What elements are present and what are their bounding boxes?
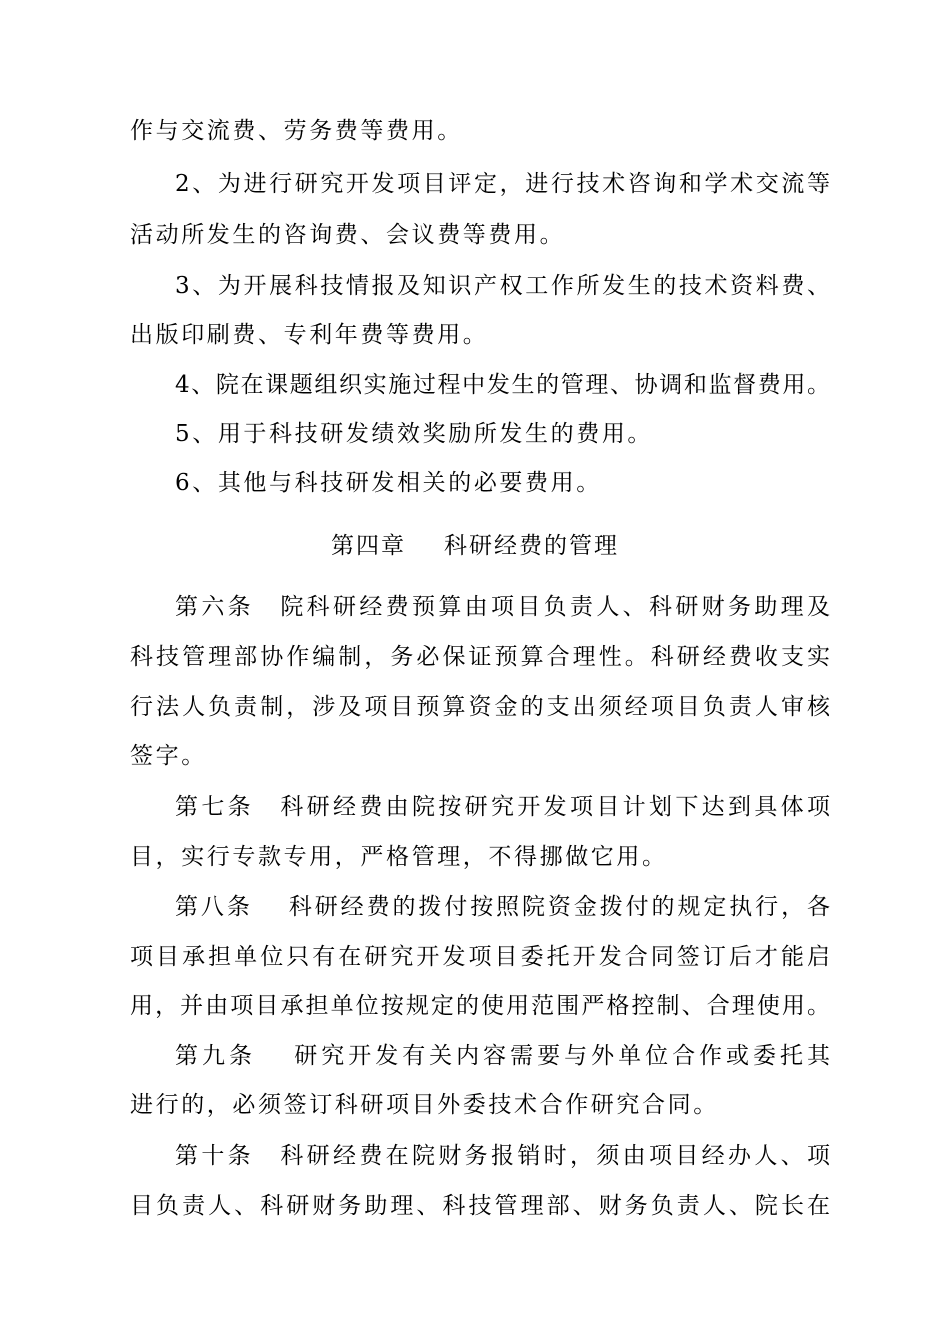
text-line: 出版印刷费、专利年费等费用。 <box>130 322 489 348</box>
text-line: 活动所发生的咨询费、会议费等费用。 <box>130 222 566 248</box>
text-line: 第七条 科研经费由院按研究开发项目计划下达到具体项 <box>175 794 830 820</box>
text-line: 项目承担单位只有在研究开发项目委托开发合同签订后才能启 <box>130 944 830 970</box>
text-line: 用，并由项目承担单位按规定的使用范围严格控制、合理使用。 <box>130 993 830 1019</box>
text-line: 作与交流费、劳务费等费用。 <box>130 118 463 144</box>
text-line: 进行的，必须签订科研项目外委技术合作研究合同。 <box>130 1092 719 1118</box>
chapter-heading <box>0 531 950 561</box>
chapter-number: 第四章 <box>331 533 406 559</box>
text-line: 第十条 科研经费在院财务报销时，须由项目经办人、项 <box>175 1143 830 1169</box>
text-line: 科技管理部协作编制，务必保证预算合理性。科研经费收支实 <box>130 644 830 670</box>
text-line: 6、其他与科技研发相关的必要费用。 <box>175 470 602 496</box>
text-line: 2、为进行研究开发项目评定，进行技术咨询和学术交流等 <box>175 171 830 197</box>
text-line: 4、院在课题组织实施过程中发生的管理、协调和监督费用。 <box>175 372 830 398</box>
text-line: 签字。 <box>130 743 207 769</box>
text-line: 第九条 研究开发有关内容需要与外单位合作或委托其 <box>175 1043 830 1069</box>
text-line: 行法人负责制，涉及项目预算资金的支出须经项目负责人审核 <box>130 694 830 720</box>
text-line: 第六条 院科研经费预算由项目负责人、科研财务助理及 <box>175 594 830 620</box>
text-line: 目，实行专款专用，严格管理，不得挪做它用。 <box>130 844 668 870</box>
text-line: 3、为开展科技情报及知识产权工作所发生的技术资料费、 <box>175 273 830 299</box>
text-line: 目负责人、科研财务助理、科技管理部、财务负责人、院长在 <box>130 1193 830 1219</box>
text-line: 5、用于科技研发绩效奖励所发生的费用。 <box>175 421 654 447</box>
chapter-title: 科研经费的管理 <box>444 533 619 559</box>
text-line: 第八条 科研经费的拨付按照院资金拨付的规定执行，各 <box>175 894 830 920</box>
